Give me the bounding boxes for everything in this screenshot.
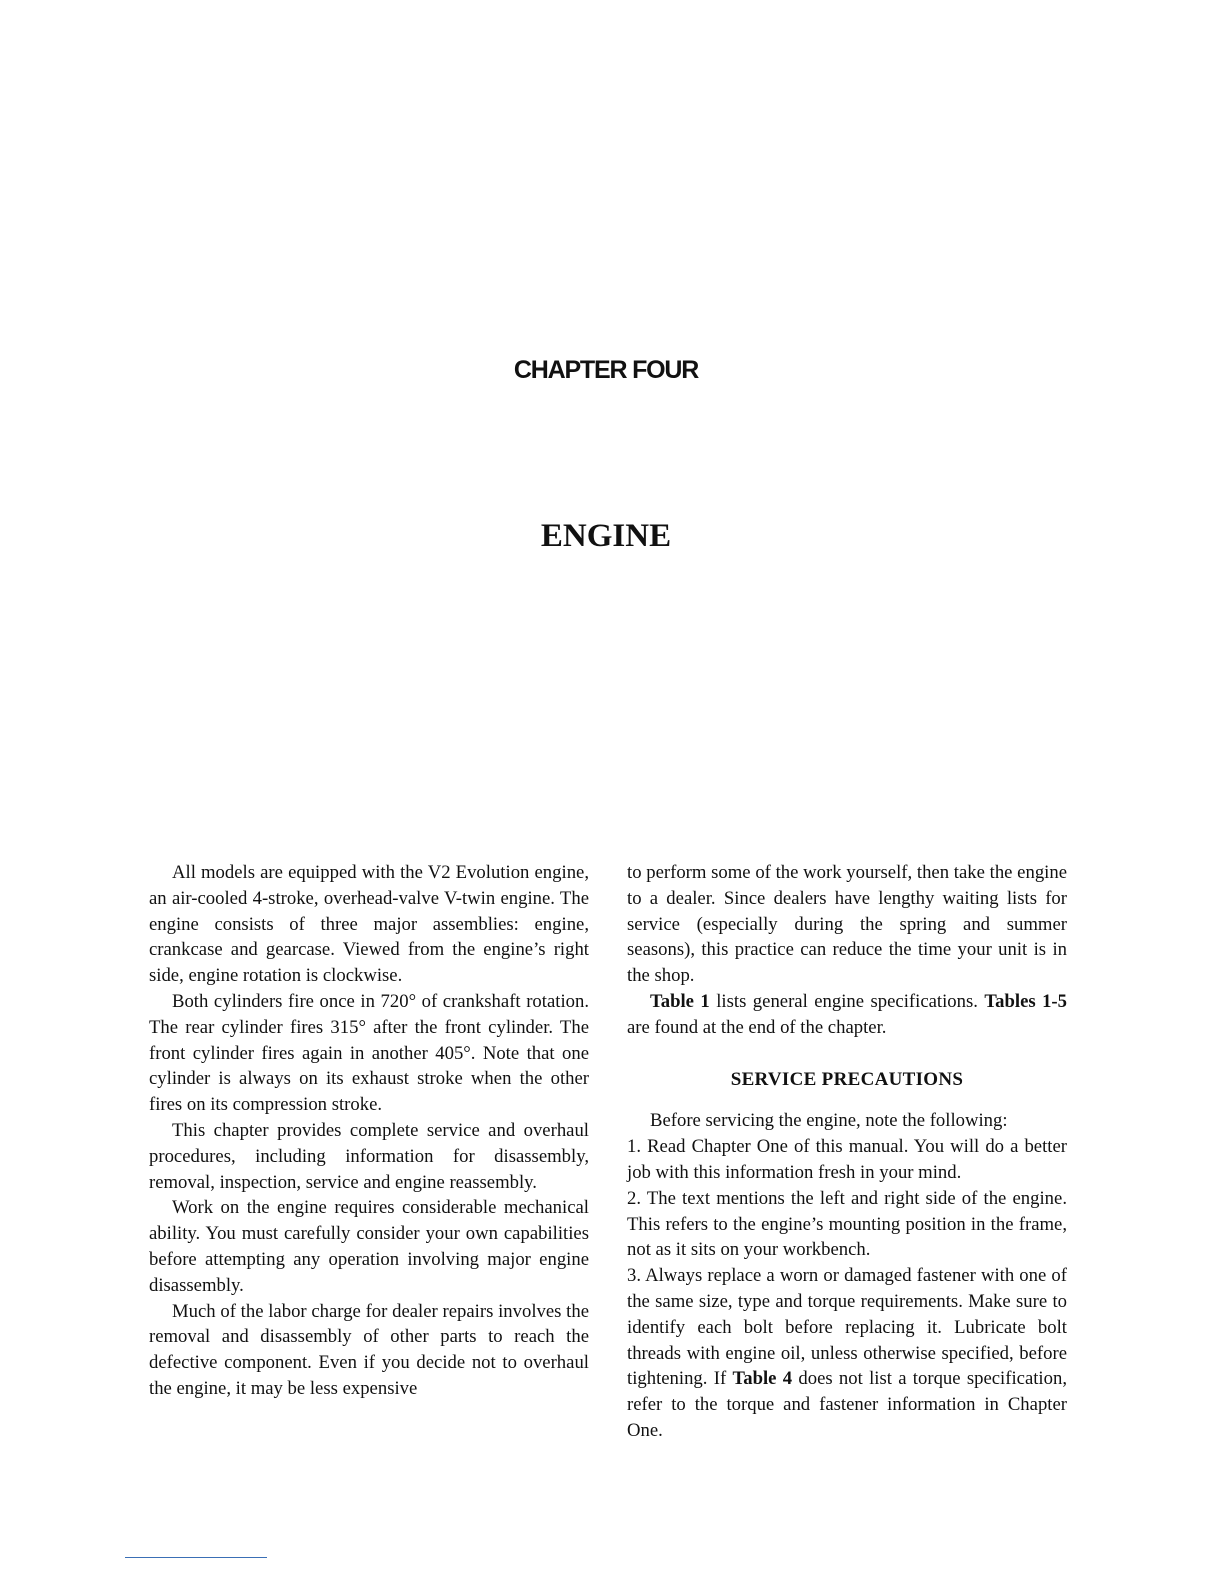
- precaution-item-3-text-2: does not list a torque specification, refer to the torque and fastener information in Chapter One.: [627, 1368, 1067, 1441]
- table-1-ref: Table 1: [650, 990, 710, 1012]
- table-ref-text-1: lists general engine specifications.: [709, 990, 985, 1012]
- precaution-item-3: [627, 1263, 1067, 1444]
- paragraph-labor-charge: Much of the labor charge for dealer repairs involves the removal and disassembly of other parts to reach the defective component. Even if you decide not to overhaul the engine, it may be less expensive: [149, 1300, 589, 1399]
- right-column: [627, 860, 1067, 1444]
- chapter-label: CHAPTER FOUR: [513, 356, 699, 384]
- section-heading-service-precautions: SERVICE PRECAUTIONS: [730, 1068, 964, 1090]
- paragraph-ability-warning: Work on the engine requires considerable mechanical ability. You must carefully consider your own capabilities before attempting any operation involving major engine disassembly.: [149, 1197, 589, 1296]
- table-ref-text-2: are found at the end of the chapter.: [627, 1016, 887, 1038]
- table-4-ref: Table 4: [732, 1368, 793, 1390]
- left-column: [149, 860, 589, 1402]
- footnote-rule: [125, 1557, 267, 1558]
- precaution-item-3-text-1: 3. Always replace a worn or damaged fastener with one of the same size, type and torque requirements. Make sure to identify each bolt before replacing it. Lubricate bolt threads with engine oil, unless otherwise specified, before tightening. If: [627, 1265, 1067, 1390]
- chapter-title: ENGINE: [540, 518, 672, 554]
- paragraph-dealer-continuation: to perform some of the work yourself, then take the engine to a dealer. Since dealers have lengthy waiting lists for service (especially during the spring and summer seasons), this practice can reduce the time your unit is in the shop.: [627, 862, 1067, 987]
- paragraph-table-reference: [627, 989, 1067, 1041]
- precaution-item-2: 2. The text mentions the left and right side of the engine. This refers to the engine’s mounting position in the frame, not as it sits on your workbench.: [627, 1187, 1067, 1261]
- tables-1-5-ref: Tables 1-5: [984, 990, 1067, 1012]
- paragraph-engine-overview: All models are equipped with the V2 Evolution engine, an air-cooled 4-stroke, overhead-valve V-twin engine. The engine consists of three major assemblies: engine, crankcase and gearcase. Viewed from the engine’s right side, engine rotation is clockwise.: [149, 862, 589, 987]
- paragraph-chapter-scope: This chapter provides complete service and overhaul procedures, including information for disassembly, removal, inspection, service and engine reassembly.: [149, 1119, 589, 1193]
- precautions-intro: Before servicing the engine, note the following:: [650, 1110, 1008, 1132]
- paragraph-firing-order: Both cylinders fire once in 720° of crankshaft rotation. The rear cylinder fires 315° after the front cylinder. The front cylinder fires again in another 405°. Note that one cylinder is always on its exhaust stroke when the other fires on its compression stroke.: [149, 990, 589, 1116]
- precaution-item-1: 1. Read Chapter One of this manual. You will do a better job with this information fresh in your mind.: [627, 1136, 1067, 1183]
